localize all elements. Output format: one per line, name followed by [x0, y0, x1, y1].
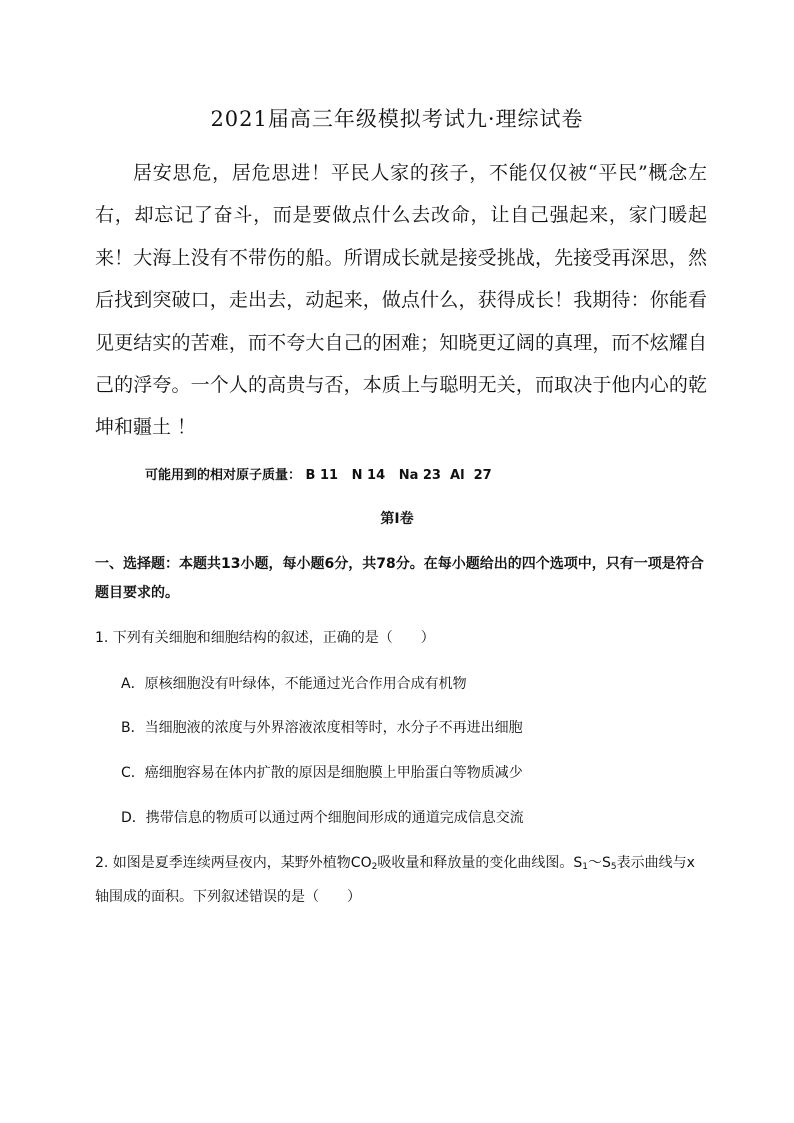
- question-2-stem-part2: 吸收量和释放量的变化曲线图。S: [377, 855, 583, 871]
- question-1-option-b: B．当细胞液的浓度与外界溶液浓度相等时，水分子不再进出细胞: [121, 720, 523, 736]
- question-1-stem: 1. 下列有关细胞和细胞结构的叙述，正确的是（ ）: [95, 630, 435, 646]
- question-2-stem-part3: ～S: [587, 855, 611, 871]
- question-1-option-a: A．原核细胞没有叶绿体，不能通过光合作用合成有机物: [121, 676, 467, 692]
- exam-title: 2021届高三年级模拟考试九·理综试卷: [210, 107, 584, 131]
- question-2-stem-part1: 2. 如图是夏季连续两昼夜内，某野外植物CO: [95, 855, 372, 871]
- volume-label: 第Ⅰ卷: [380, 511, 414, 527]
- motto-paragraph: 居安思危，居危思进！平民人家的孩子，不能仅仅被“平民”概念左右，却忘记了奋斗，而是要做点什么去改命，让自己强起来，家门暖起来！大海上没有不带伤的船。所谓成长就是接受挑战，先接受再深思，然后找到突破口，走出去，动起来，做点什么，获得成长！我期待：你能看见更结实的苦难，而不夸大自己的困难；知晓更辽阔的真理，而不炫耀自己的浮夸。一个人的高贵与否，本质上与聪明无关，而取决于他内心的乾坤和疆土 ！: [95, 162, 707, 439]
- co2-subscript: 2: [371, 862, 378, 872]
- section-heading: 一、选择题：本题共13小题，每小题6分，共78分。在每小题给出的四个选项中，只有一项是符合题目要求的。: [95, 556, 704, 601]
- s-from-subscript: 1: [582, 862, 588, 872]
- s-to-subscript: 5: [610, 862, 617, 872]
- question-1-option-d: D．携带信息的物质可以通过两个细胞间形成的通道完成信息交流: [121, 810, 524, 826]
- question-2-stem: [95, 848, 707, 912]
- question-1-option-c: C．癌细胞容易在体内扩散的原因是细胞膜上甲胎蛋白等物质减少: [121, 765, 523, 781]
- atomic-masses-line: 可能用到的相对原子质量： B 11 N 14 Na 23 Al 27: [145, 468, 492, 483]
- question-2-stem-part4: 表示曲线与x轴围成的面积。下列叙述错误的是（ ）: [95, 855, 695, 905]
